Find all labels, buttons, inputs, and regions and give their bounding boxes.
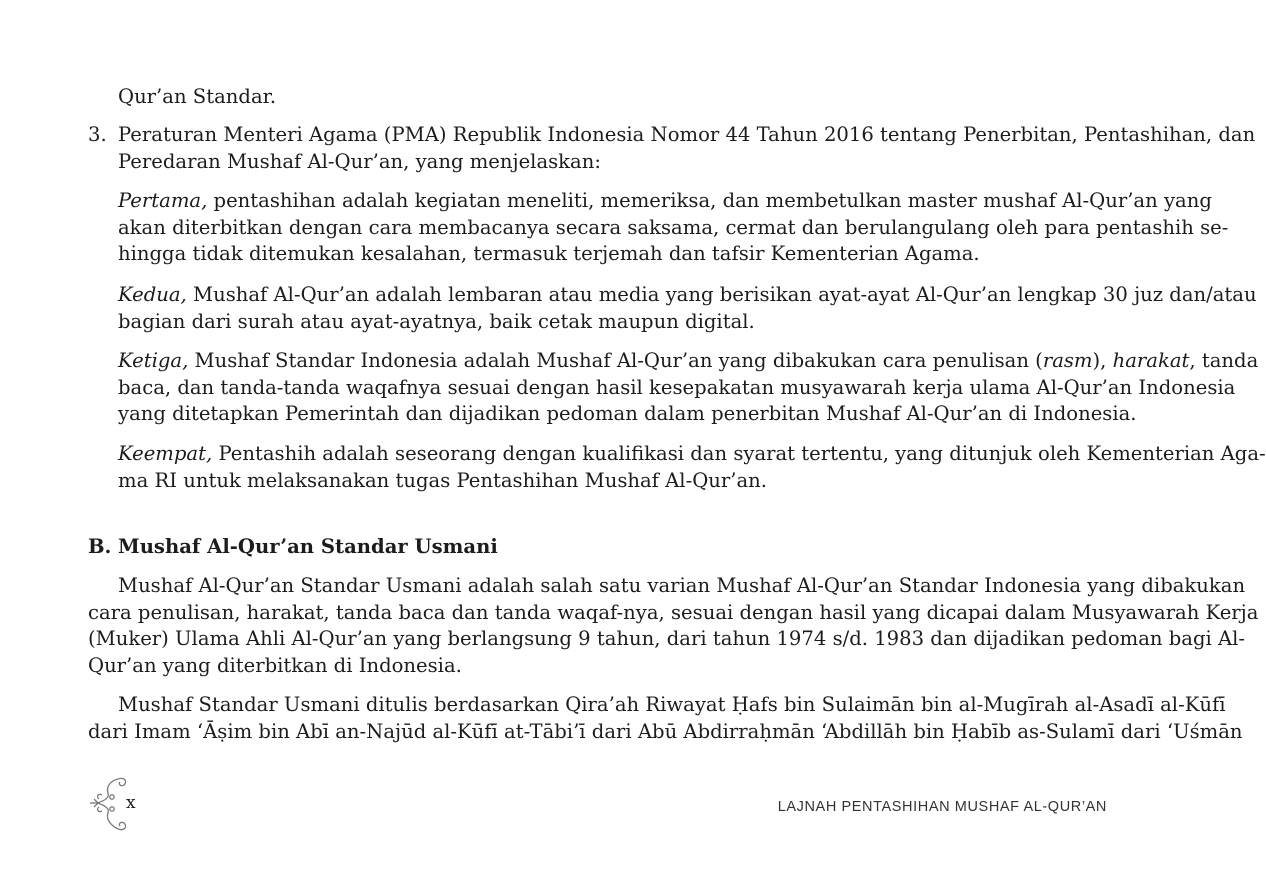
definition-pertama: Pertama, pentashihan adalah kegiatan meneliti, memeriksa, dan membetulkan master mushaf Al-Qur’an yang akan diterbitkan dengan cara membacanya secara saksama, cermat dan berulangulang oleh para pentashih se- hingga tidak ditemukan kesalahan, termasuk terjemah dan tafsir Kementerian Agama. [118,189,1229,265]
section-heading [88,534,498,561]
section-title: Mushaf Al-Qur’an Standar Usmani [118,535,498,558]
term-ketiga: Ketiga, [118,349,189,372]
arabesque-ornament-icon [88,775,130,833]
term-keempat: Keempat, [118,442,213,465]
list-item-3: Peraturan Menteri Agama (PMA) Republik Indonesia Nomor 44 Tahun 2016 tentang Penerbitan, Pentashihan, dan Peredaran Mushaf Al-Qur’an, yang menjelaskan: [118,123,1256,173]
list-number: 3. [88,123,107,146]
term-pertama: Pertama, [118,189,208,212]
paragraph-1: Mushaf Al-Qur’an Standar Usmani adalah salah satu varian Mushaf Al-Qur’an Standar Indonesia yang dibakukan cara penulisan, harakat, tanda baca dan tanda waqaf-nya, sesuai dengan hasil yang dicapai dalam Musyawarah Kerja (Muker) Ulama Ahli Al-Qur’an yang berlangsung 9 tahun, dari tahun 1974 s/d. 1983 dan dijadikan pedoman bagi Al- Qur’an yang diterbitkan di Indonesia. [88,574,1259,677]
definition-ketiga: Ketiga, Mushaf Standar Indonesia adalah Mushaf Al-Qur’an yang dibakukan cara penulisan (rasm), harakat, tanda baca, dan tanda-tanda waqafnya sesuai dengan hasil kesepakatan musyawarah kerja ulama Al-Qur’an Indonesia yang ditetapkan Pemerintah dan dijadikan pedoman dalam penerbitan Mushaf Al-Qur’an di Indonesia. [118,349,1259,425]
section-label: B. [88,535,112,558]
term-kedua: Kedua, [118,283,187,306]
running-footer-title: LAJNAH PENTASHIHAN MUSHAF AL-QUR’AN [777,799,1107,815]
paragraph-2: Mushaf Standar Usmani ditulis berdasarkan Qira’ah Riwayat Ḥafs bin Sulaimān bin al-Mugīrah al-Asadī al-Kūfī dari Imam ‘Āṣim bin Abī an-Najūd al-Kūfī at-Tābi’ī dari Abū Abdirraḥmān ‘Abdillāh bin Ḥabīb as-Sulamī dari ‘Uśmān [88,693,1243,743]
definition-keempat: Keempat, Pentashih adalah seseorang dengan kualifikasi dan syarat tertentu, yang ditunjuk oleh Kementerian Aga- ma RI untuk melaksanakan tugas Pentashihan Mushaf Al-Qur’an. [118,442,1266,492]
definition-kedua: Kedua, Mushaf Al-Qur’an adalah lembaran atau media yang berisikan ayat-ayat Al-Qur’an lengkap 30 juz dan/atau bagian dari surah atau ayat-ayatnya, baik cetak maupun digital. [118,283,1257,333]
page-number: x [126,793,136,813]
continuation-text: Qur’an Standar. [118,85,277,108]
